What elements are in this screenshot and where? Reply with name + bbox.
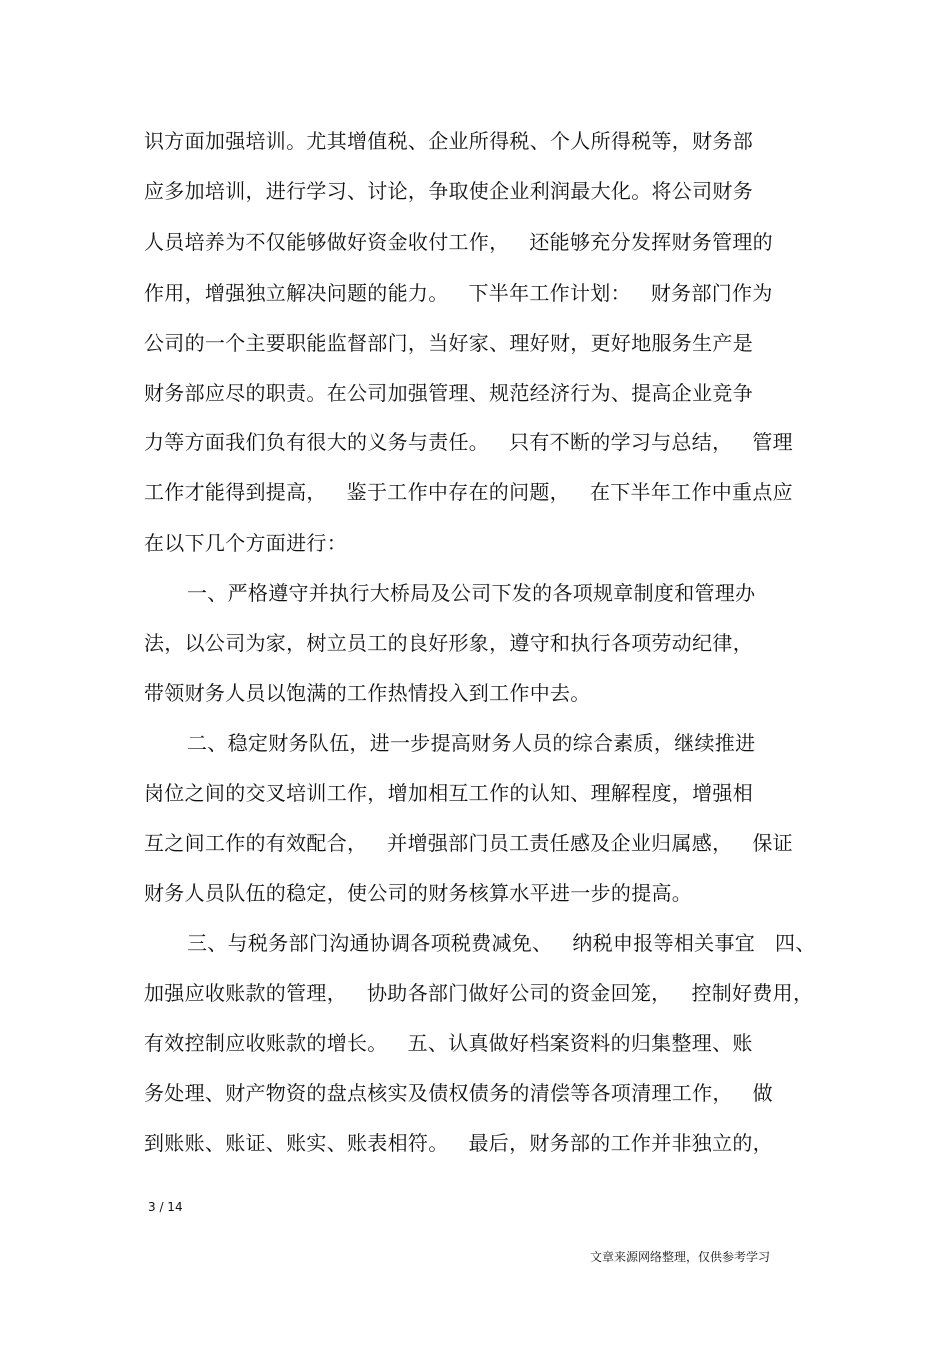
text-line: 互之间工作的有效配合， 并增强部门员工责任感及企业归属感， 保证 bbox=[144, 831, 793, 855]
text-line: 务处理、财产物资的盘点核实及债权债务的清偿等各项清理工作， 做 bbox=[144, 1081, 773, 1105]
text-line: 人员培养为不仅能够做好资金收付工作， 还能够充分发挥财务管理的 bbox=[144, 230, 773, 254]
text-line: 带领财务人员以饱满的工作热情投入到工作中去。 bbox=[144, 681, 591, 705]
text-line: 一、严格遵守并执行大桥局及公司下发的各项规章制度和管理办 bbox=[187, 581, 756, 605]
text-line: 财务人员队伍的稳定，使公司的财务核算水平进一步的提高。 bbox=[144, 881, 693, 905]
text-line: 岗位之间的交叉培训工作，增加相互工作的认知、理解程度，增强相 bbox=[144, 781, 753, 805]
text-line: 到账账、账证、账实、账表相符。 最后，财务部的工作并非独立的， bbox=[144, 1131, 773, 1155]
text-line: 力等方面我们负有很大的义务与责任。 只有不断的学习与总结， 管理 bbox=[144, 430, 793, 454]
text-line: 二、稳定财务队伍，进一步提高财务人员的综合素质，继续推进 bbox=[187, 731, 756, 755]
text-line: 三、与税务部门沟通协调各项税费减免、 纳税申报等相关事宜 四、 bbox=[187, 931, 816, 955]
text-line: 识方面加强培训。尤其增值税、企业所得税、个人所得税等，财务部 bbox=[144, 129, 753, 153]
text-line: 财务部应尽的职责。在公司加强管理、规范经济行为、提高企业竞争 bbox=[144, 381, 753, 405]
source-note: 文章来源网络整理，仅供参考学习 bbox=[590, 1250, 771, 1264]
page-number: 3 / 14 bbox=[148, 1200, 183, 1214]
text-line: 应多加培训，进行学习、讨论，争取使企业利润最大化。将公司财务 bbox=[144, 179, 753, 203]
text-line: 工作才能得到提高， 鉴于工作中存在的问题， 在下半年工作中重点应 bbox=[144, 480, 793, 504]
text-line: 法，以公司为家，树立员工的良好形象，遵守和执行各项劳动纪律， bbox=[144, 631, 753, 655]
text-line: 作用，增强独立解决问题的能力。 下半年工作计划： 财务部门作为 bbox=[144, 281, 773, 305]
text-line: 在以下几个方面进行： bbox=[144, 531, 347, 555]
text-line: 公司的一个主要职能监督部门，当好家、理好财，更好地服务生产是 bbox=[144, 331, 753, 355]
text-line: 有效控制应收账款的增长。 五、认真做好档案资料的归集整理、账 bbox=[144, 1031, 753, 1055]
text-line: 加强应收账款的管理， 协助各部门做好公司的资金回笼， 控制好费用， bbox=[144, 981, 814, 1005]
